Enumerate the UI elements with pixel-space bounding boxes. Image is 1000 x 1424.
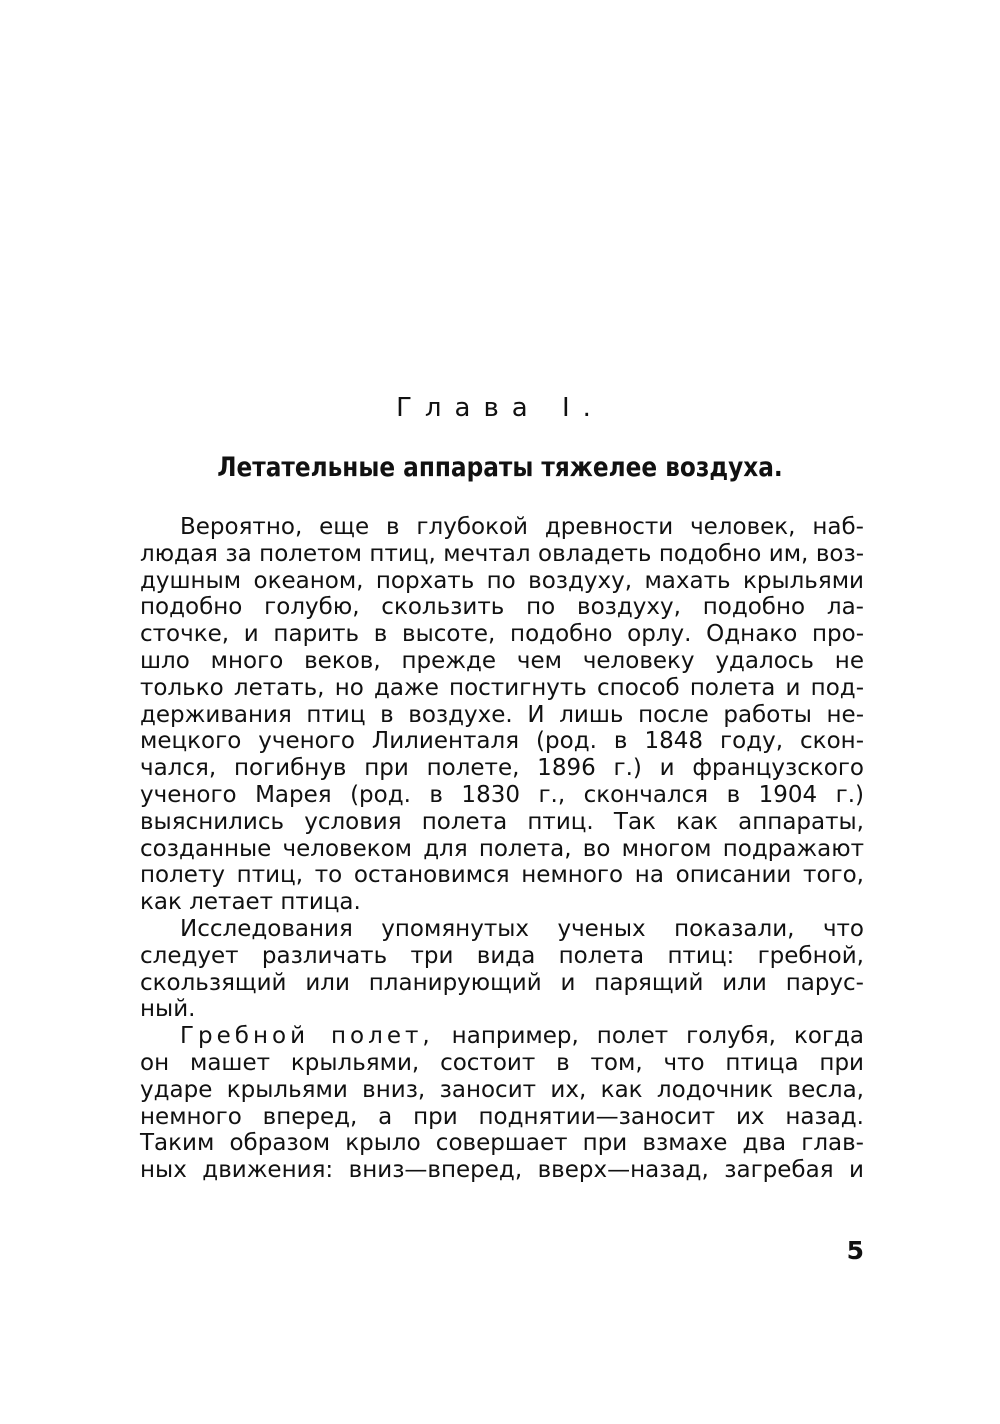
- paragraph: [140, 916, 864, 1023]
- text-line: немного вперед, а при поднятии—заносит их назад.: [140, 1103, 864, 1130]
- chapter-label: Глава I.: [396, 393, 604, 423]
- text-line: скользящий или планирующий и парящий или парус-: [140, 969, 864, 996]
- text-line-rest: например, полет голубя, когда: [433, 1023, 864, 1050]
- page-number: 5: [846, 1236, 864, 1265]
- chapter-title: Летательные аппараты тяжелее воздуха.: [217, 452, 783, 483]
- text-line: сточке, и парить в высоте, подобно орлу. Однако про-: [140, 621, 864, 648]
- text-line: он машет крыльями, состоит в том, что птица при: [140, 1049, 864, 1076]
- text-line: Вероятно, еще в глубокой древности человек, наб-: [180, 514, 864, 540]
- text-line: только летать, но даже постигнуть способ полета и под-: [140, 674, 864, 701]
- text-line: ных движения: вниз—вперед, вверх—назад, загребая и: [140, 1157, 864, 1184]
- paragraph: [140, 1023, 864, 1184]
- text-line: подобно голубю, скользить по воздуху, подобно ла-: [140, 594, 864, 621]
- text-line: полету птиц, то остановимся немного на описании того,: [140, 862, 864, 889]
- text-line: ный.: [140, 996, 196, 1023]
- text-line: [140, 1023, 864, 1050]
- text-line: следует различать три вида полета птиц: гребной,: [140, 942, 864, 969]
- text-line: Исследования упомянутых ученых показали, что: [180, 915, 864, 942]
- text-line: чался, погибнув при полете, 1896 г.) и французского: [140, 755, 864, 782]
- paragraph: [140, 514, 864, 916]
- text-line: шло много веков, прежде чем человеку удалось не: [140, 647, 864, 674]
- text-line: ударе крыльями вниз, заносит их, как лодочник весла,: [140, 1076, 864, 1103]
- text-line: мецкого ученого Лилиенталя (род. в 1848 году, скон-: [140, 728, 864, 755]
- text-line: ученого Марея (род. в 1830 г., скончался в 1904 г.): [140, 781, 864, 808]
- text-line: созданные человеком для полета, во многом подражают: [140, 835, 864, 862]
- text-line: Таким образом крыло совершает при взмахе два глав-: [140, 1130, 864, 1157]
- text-line: выяснились условия полета птиц. Так как аппараты,: [140, 808, 864, 835]
- text-line: душным океаном, порхать по воздуху, махать крыльями: [140, 567, 864, 594]
- text-line: людая за полетом птиц, мечтал овладеть подобно им, воз-: [140, 540, 864, 567]
- body-text: [140, 514, 864, 1184]
- text-line: как летает птица.: [140, 889, 361, 916]
- spaced-term: Гребной полет,: [180, 1023, 434, 1050]
- text-line: держивания птиц в воздухе. И лишь после работы не-: [140, 701, 864, 728]
